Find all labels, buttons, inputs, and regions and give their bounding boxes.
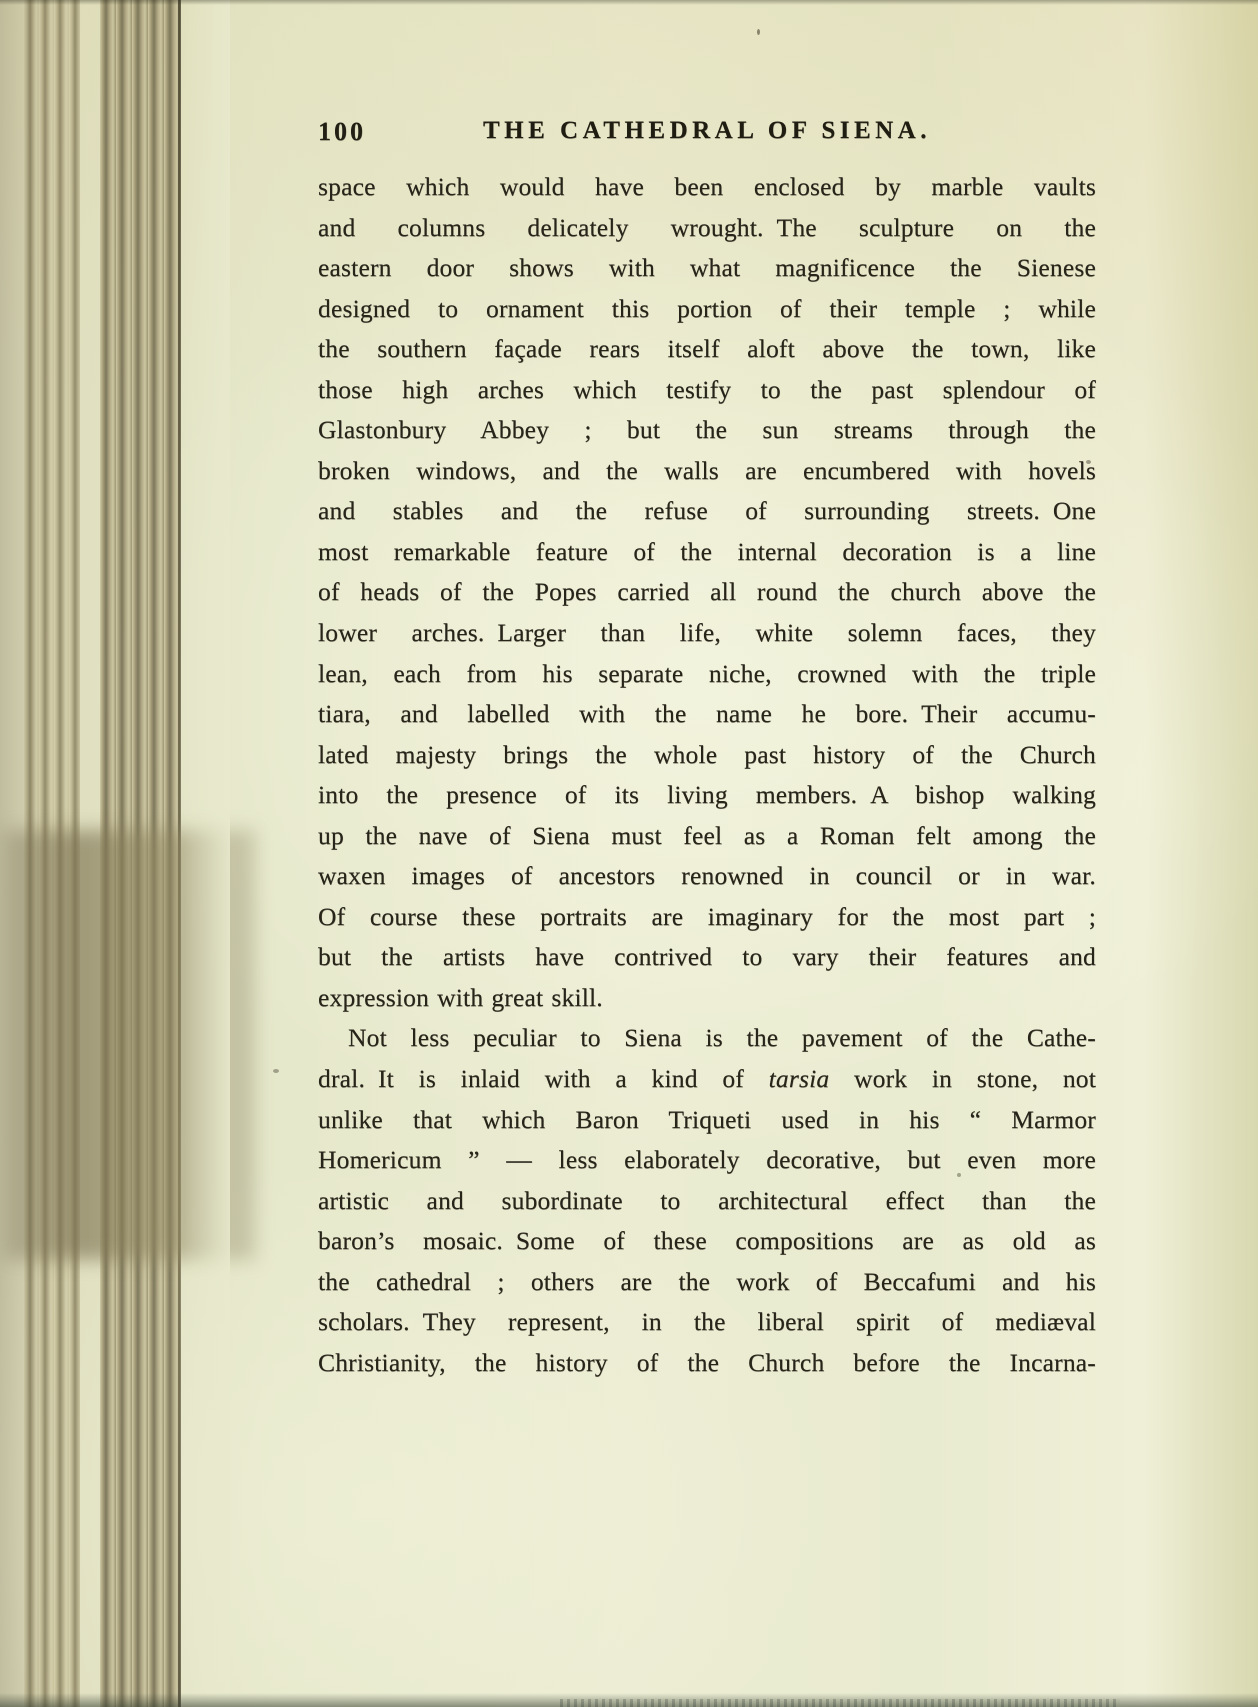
- text-line: Homericum ” — less elaborately decorative, but even more: [318, 1145, 1096, 1175]
- paper-speck: [273, 1069, 279, 1073]
- paper-speck: [757, 29, 760, 35]
- text-line: into the presence of its living members. A bishop walking: [318, 780, 1096, 810]
- page-number: 100: [318, 117, 366, 146]
- text-line: dral. It is inlaid with a kind of tarsia work in stone, not: [318, 1064, 1096, 1094]
- text-line: lean, each from his separate niche, crowned with the triple: [318, 658, 1096, 688]
- bottom-page-edges: [560, 1699, 1120, 1707]
- text-line: artistic and subordinate to architectural effect than the: [318, 1185, 1096, 1215]
- book-fore-edge: [0, 0, 210, 1707]
- text-line: baron’s mosaic. Some of these compositions are as old as: [318, 1226, 1096, 1256]
- text-line: Of course these portraits are imaginary for the most part ;: [318, 901, 1096, 931]
- text-line: up the nave of Siena must feel as a Roman felt among the: [318, 820, 1096, 850]
- text-line: those high arches which testify to the past splendour of: [318, 374, 1096, 404]
- text-line: space which would have been enclosed by marble vaults: [318, 172, 1096, 201]
- text-line: designed to ornament this portion of their temple ; while: [318, 293, 1096, 323]
- fore-edge-shading: [0, 0, 230, 1707]
- text-line: scholars. They represent, in the liberal spirit of mediæval: [318, 1307, 1096, 1337]
- text-line: tiara, and labelled with the name he bore. Their accumu-: [318, 699, 1096, 729]
- text-line: the southern façade rears itself aloft above the town, like: [318, 334, 1096, 364]
- text-line: but the artists have contrived to vary their features and: [318, 942, 1096, 972]
- text-line: Glastonbury Abbey ; but the sun streams through the: [318, 415, 1096, 445]
- text-line: of heads of the Popes carried all round the church above the: [318, 577, 1096, 607]
- text-line: eastern door shows with what magnificence the Sienese: [318, 253, 1096, 283]
- text-line: Not less peculiar to Siena is the pavement of the Cathe-: [348, 1023, 1096, 1053]
- text-line: the cathedral ; others are the work of Beccafumi and his: [318, 1266, 1096, 1296]
- text-line: broken windows, and the walls are encumbered with hovels: [318, 455, 1096, 485]
- text-line: and stables and the refuse of surrounding streets. One: [318, 496, 1096, 526]
- text-line: expression with great skill.: [318, 982, 603, 1012]
- scan-top-shadow: [0, 0, 1258, 5]
- text-line: most remarkable feature of the internal decoration is a line: [318, 536, 1096, 566]
- page-title: THE CATHEDRAL OF SIENA.: [482, 117, 931, 144]
- text-line: Christianity, the history of the Church before the Incarna-: [318, 1347, 1096, 1377]
- text-line: lated majesty brings the whole past history of the Church: [318, 739, 1096, 769]
- text-line: and columns delicately wrought. The sculpture on the: [318, 212, 1096, 242]
- text-line: waxen images of ancestors renowned in council or in war.: [318, 861, 1096, 891]
- text-line: lower arches. Larger than life, white solemn faces, they: [318, 618, 1096, 648]
- running-header: [318, 117, 1096, 149]
- body-text: [318, 167, 1096, 1383]
- text-line: unlike that which Baron Triqueti used in his “ Marmor: [318, 1104, 1096, 1134]
